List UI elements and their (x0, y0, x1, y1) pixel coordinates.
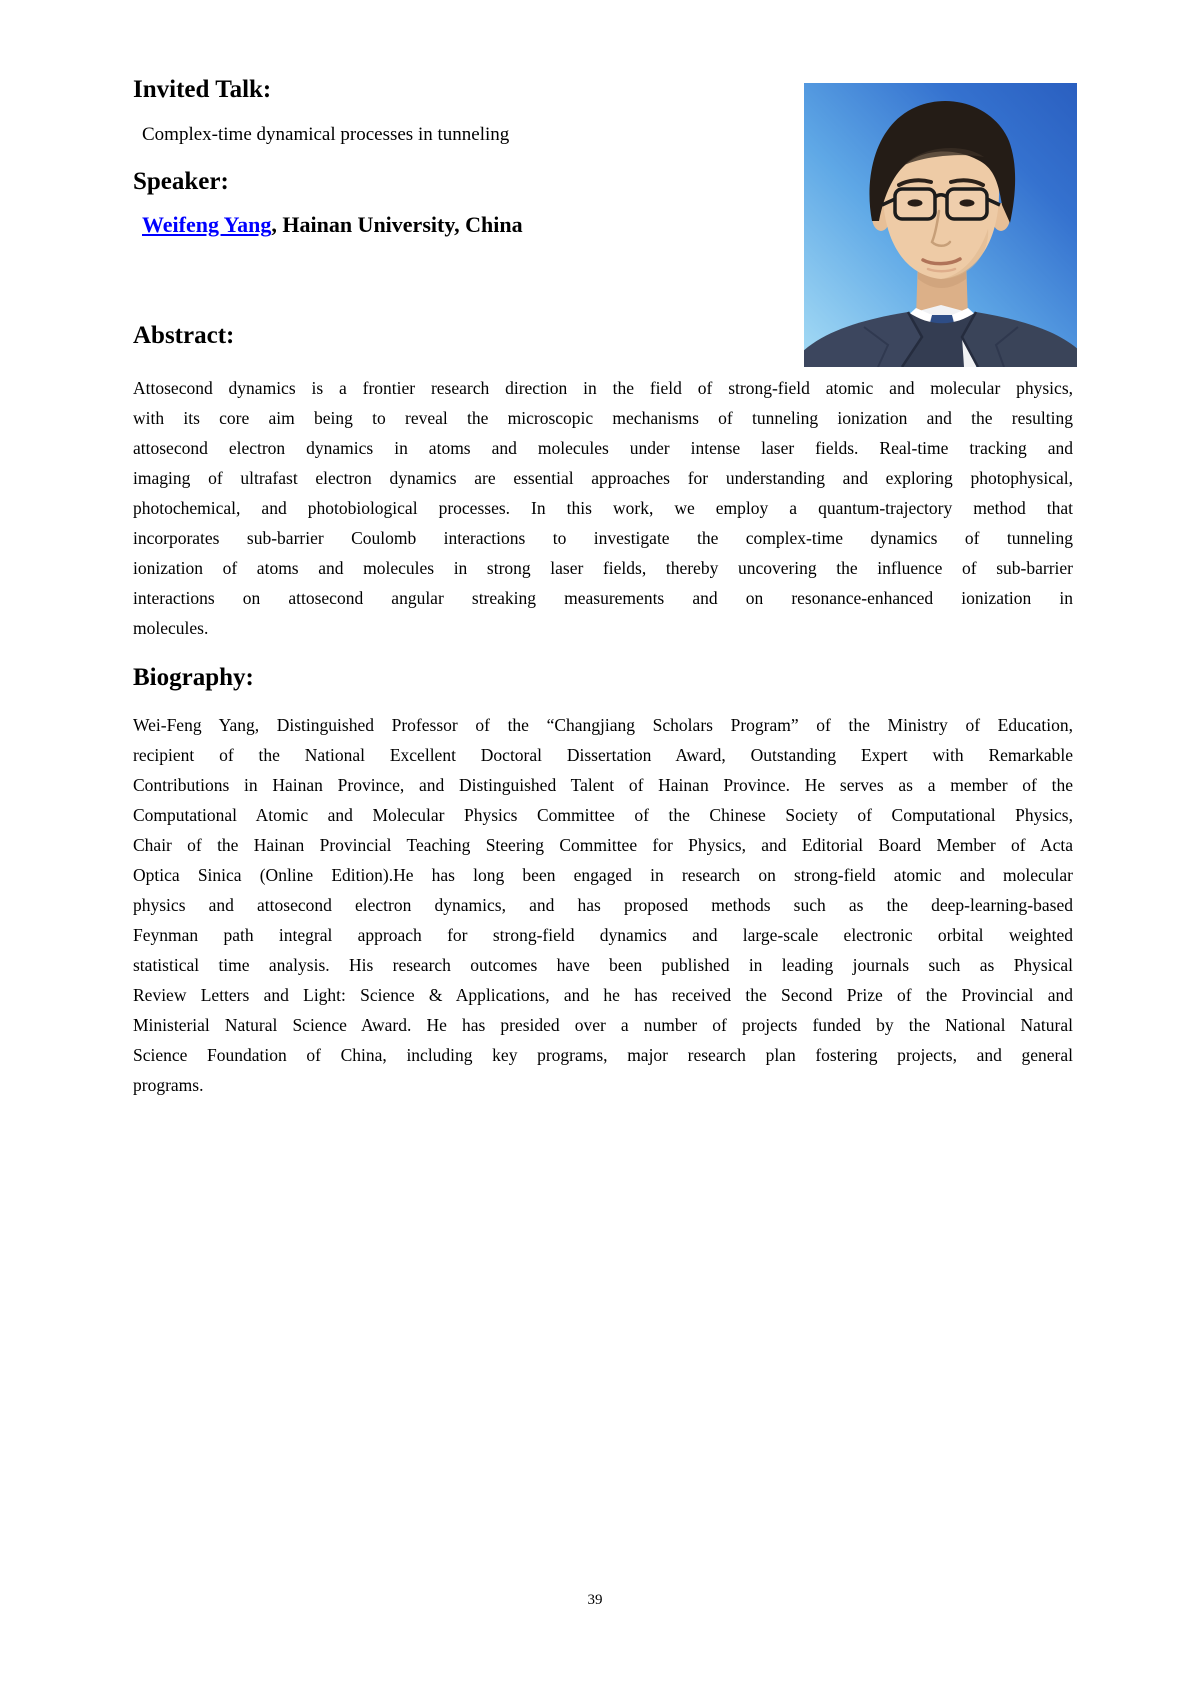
paragraph-line: Ministerial Natural Science Award. He has presided over a number of projects funded by the National Natural (133, 1015, 1073, 1035)
paragraph-line: incorporates sub-barrier Coulomb interactions to investigate the complex-time dynamics of tunneling (133, 528, 1073, 548)
paragraph-line: Chair of the Hainan Provincial Teaching Steering Committee for Physics, and Editorial Board Member of Acta (133, 835, 1073, 855)
invited-talk-heading: Invited Talk: (133, 76, 272, 103)
paragraph-line: with its core aim being to reveal the microscopic mechanisms of tunneling ionization and the resulting (133, 408, 1073, 428)
paragraph-line: physics and attosecond electron dynamics, and has proposed methods such as the deep-learning-based (133, 895, 1073, 915)
abstract-paragraph (133, 373, 1073, 643)
paragraph-line: interactions on attosecond angular streaking measurements and on resonance-enhanced ionization in (133, 588, 1073, 608)
talk-title: Complex-time dynamical processes in tunneling (142, 124, 510, 145)
speaker-name-link[interactable]: Weifeng Yang (142, 212, 272, 237)
paragraph-line: Review Letters and Light: Science & Applications, and he has received the Second Prize of the Provincial and (133, 985, 1073, 1005)
speaker-heading: Speaker: (133, 168, 229, 195)
paragraph-line: Feynman path integral approach for strong-field dynamics and large-scale electronic orbital weighted (133, 925, 1073, 945)
paragraph-line: ionization of atoms and molecules in strong laser fields, thereby uncovering the influence of sub-barrier (133, 558, 1073, 578)
eye (908, 199, 923, 206)
speaker-affiliation: , Hainan University, China (271, 212, 523, 237)
eye (960, 199, 975, 206)
paragraph-line: molecules. (133, 618, 209, 638)
speaker-line (133, 212, 523, 238)
paragraph-line: programs. (133, 1075, 204, 1095)
page-number: 39 (587, 1592, 603, 1608)
paragraph-line: recipient of the National Excellent Doctoral Dissertation Award, Outstanding Expert with Remarkable (133, 745, 1073, 765)
abstract-heading: Abstract: (133, 322, 235, 349)
paragraph-line: imaging of ultrafast electron dynamics are essential approaches for understanding and exploring photophysical, (133, 468, 1073, 488)
paragraph-line: Wei-Feng Yang, Distinguished Professor of the “Changjiang Scholars Program” of the Ministry of Education, (133, 715, 1073, 735)
paragraph-line: Contributions in Hainan Province, and Distinguished Talent of Hainan Province. He serves as a member of the (133, 775, 1073, 795)
paragraph-line: Attosecond dynamics is a frontier research direction in the field of strong-field atomic and molecular physics, (133, 378, 1073, 398)
paragraph-line: photochemical, and photobiological processes. In this work, we employ a quantum-trajectory method that (133, 498, 1073, 518)
paragraph-line: attosecond electron dynamics in atoms and molecules under intense laser fields. Real-time tracking and (133, 438, 1073, 458)
paragraph-line: Optica Sinica (Online Edition).He has long been engaged in research on strong-field atomic and molecular (133, 865, 1073, 885)
biography-paragraph (133, 710, 1073, 1100)
paragraph-line: Computational Atomic and Molecular Physics Committee of the Chinese Society of Computational Physics, (133, 805, 1073, 825)
paragraph-line: statistical time analysis. His research outcomes have been published in leading journals such as Physical (133, 955, 1073, 975)
speaker-portrait-photo (804, 83, 1077, 367)
biography-heading: Biography: (133, 664, 254, 691)
paragraph-line: Science Foundation of China, including key programs, major research plan fostering projects, and general (133, 1045, 1073, 1065)
